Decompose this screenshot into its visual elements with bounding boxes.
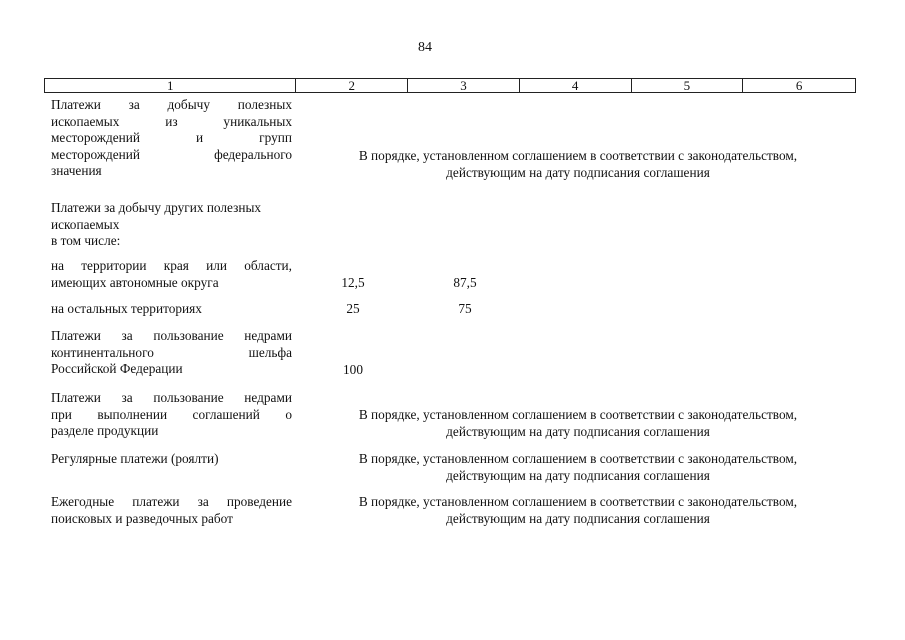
label-line: имеющих автономные округа xyxy=(51,274,219,290)
label-line: при выполнении соглашений о xyxy=(51,406,292,422)
label-line: на территории края или области, xyxy=(51,258,292,273)
merged-note-line: В порядке, установленном соглашением в соответствии с законодательством, xyxy=(358,148,798,163)
header-col-4: 4 xyxy=(520,79,632,92)
label-line: на остальных территориях xyxy=(51,301,202,316)
merged-note-line: В порядке, установленном соглашением в соответствии с законодательством, xyxy=(358,407,798,422)
merged-note-royalty xyxy=(300,451,856,484)
merged-note-line: В порядке, установленном соглашением в соответствии с законодательством, xyxy=(358,494,798,509)
value-col2: 25 xyxy=(346,301,360,316)
merged-note-line: действующим на дату подписания соглашения xyxy=(446,423,710,439)
label-line: разделе продукции xyxy=(51,423,159,438)
label-line: Платежи за добычу других полезных xyxy=(51,200,262,215)
label-line: месторождений и групп xyxy=(51,130,292,145)
label-line: Российской Федерации xyxy=(51,361,183,376)
label-line: Платежи за пользование недрами xyxy=(51,328,292,343)
merged-note-annual-exploration xyxy=(300,494,856,527)
row-label-production-sharing xyxy=(51,390,292,440)
merged-note-line: действующим на дату подписания соглашения xyxy=(446,510,710,526)
row-label-annual-exploration xyxy=(51,494,292,527)
label-line: Платежи за добычу полезных xyxy=(51,97,292,112)
header-col-3: 3 xyxy=(408,79,520,92)
value-col3: 87,5 xyxy=(453,275,477,290)
row-label-continental-shelf xyxy=(51,328,292,378)
page-number: 84 xyxy=(418,40,432,55)
merged-note-unique-deposits xyxy=(300,148,856,181)
label-line: поисковых и разведочных работ xyxy=(51,510,233,526)
merged-note-line: действующим на дату подписания соглашения xyxy=(446,164,710,180)
merged-note-line: В порядке, установленном соглашением в соответствии с законодательством, xyxy=(358,451,798,466)
header-col-2: 2 xyxy=(296,79,408,92)
header-col-1: 1 xyxy=(45,79,296,92)
value-col2: 12,5 xyxy=(341,275,365,290)
label-line: месторождений федерального xyxy=(51,146,292,162)
value-col2: 100 xyxy=(343,362,363,377)
label-line: ископаемых xyxy=(51,216,120,232)
merged-note-production-sharing xyxy=(300,407,856,440)
row-label-other-territories xyxy=(51,301,292,318)
label-line: континентального шельфа xyxy=(51,344,292,360)
merged-note-line: действующим на дату подписания соглашения xyxy=(446,467,710,483)
row-label-krai-oblast xyxy=(51,258,292,291)
row-label-other-minerals xyxy=(51,200,292,250)
label-line: значения xyxy=(51,163,102,178)
header-col-5: 5 xyxy=(632,79,744,92)
label-line: Ежегодные платежи за проведение xyxy=(51,494,292,509)
row-label-unique-deposits xyxy=(51,97,292,180)
table-header-row xyxy=(44,78,856,93)
label-line: Платежи за пользование недрами xyxy=(51,390,292,405)
label-line: Регулярные платежи (роялти) xyxy=(51,451,219,466)
label-line: ископаемых из уникальных xyxy=(51,113,292,129)
value-col3: 75 xyxy=(458,301,472,316)
label-line: в том числе: xyxy=(51,233,121,248)
row-label-royalty xyxy=(51,451,292,468)
header-col-6: 6 xyxy=(795,78,803,93)
